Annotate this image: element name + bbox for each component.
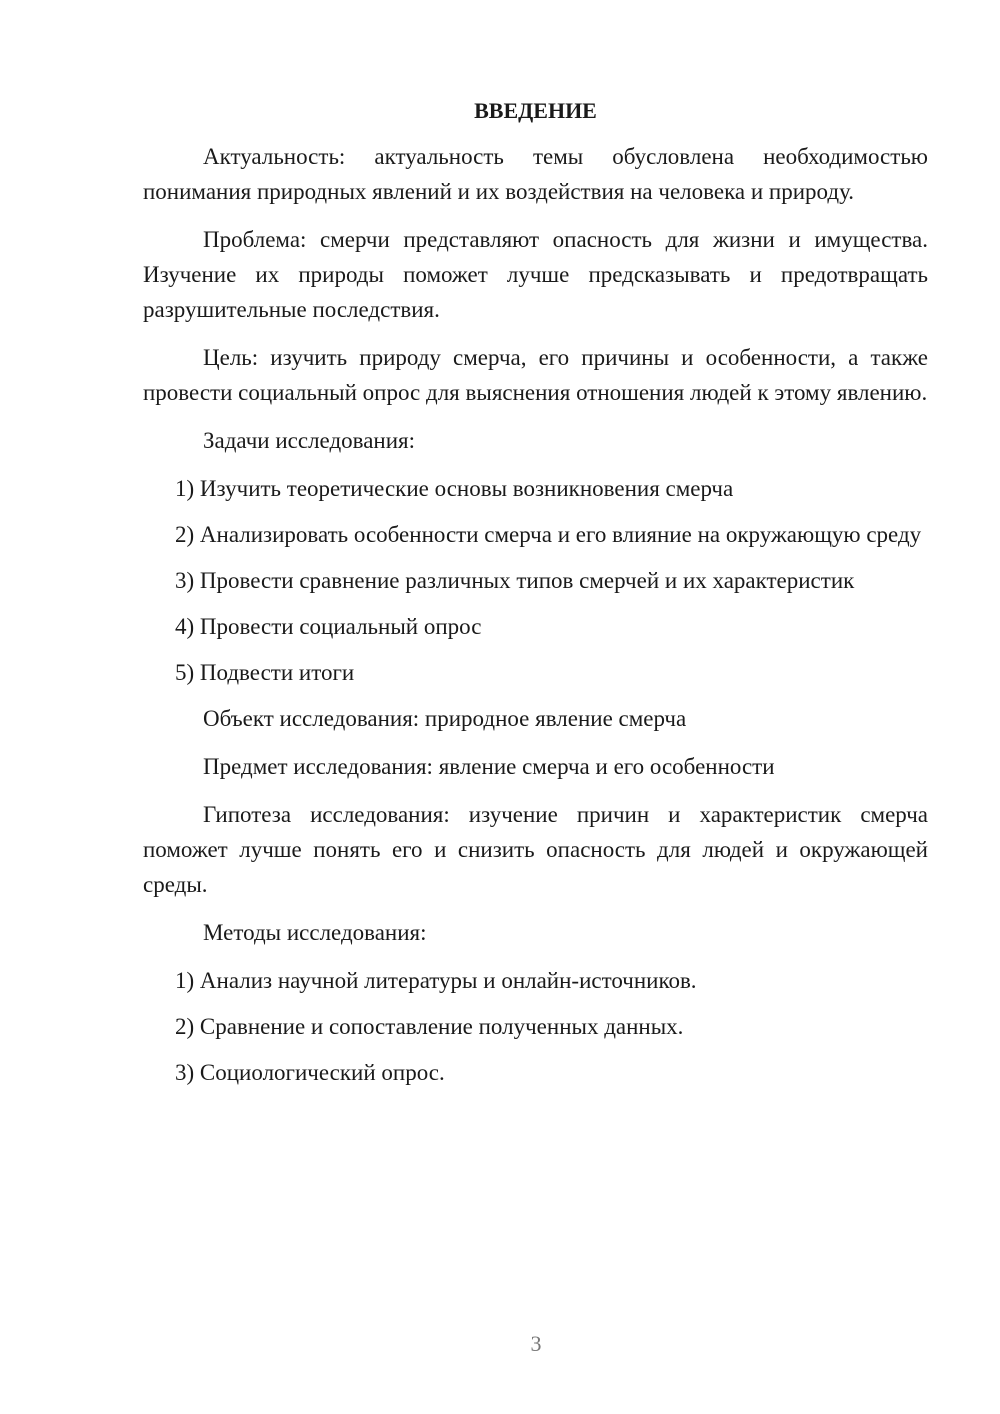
object-paragraph: Объект исследования: природное явление смерча: [203, 706, 687, 731]
task-item: 4) Провести социальный опрос: [175, 614, 482, 639]
page-content: [143, 93, 928, 1101]
page-number: 3: [530, 1331, 542, 1356]
task-item: 3) Провести сравнение различных типов смерчей и их характеристик: [175, 568, 855, 593]
goal-paragraph: Цель: изучить природу смерча, его причины и особенности, а также провести социальный опрос для выяснения отношения людей к этому явлению.: [143, 345, 928, 405]
method-item: 3) Социологический опрос.: [175, 1060, 445, 1085]
subject-paragraph: Предмет исследования: явление смерча и его особенности: [203, 754, 775, 779]
section-title: ВВЕДЕНИЕ: [474, 98, 597, 123]
method-item: 2) Сравнение и сопоставление полученных данных.: [175, 1014, 684, 1039]
tasks-heading: Задачи исследования:: [203, 428, 416, 453]
method-item: 1) Анализ научной литературы и онлайн-источников.: [175, 968, 697, 993]
task-item: 2) Анализировать особенности смерча и его влияние на окружающую среду: [175, 522, 922, 547]
task-item: 1) Изучить теоретические основы возникновения смерча: [175, 476, 734, 501]
hypothesis-paragraph: Гипотеза исследования: изучение причин и характеристик смерча поможет лучше понять его и снизить опасность для людей и окружающей среды.: [143, 802, 928, 897]
task-item: 5) Подвести итоги: [175, 660, 355, 685]
relevance-paragraph: Актуальность: актуальность темы обусловлена необходимостью понимания природных явлений и их воздействия на человека и природу.: [143, 144, 928, 204]
problem-paragraph: Проблема: смерчи представляют опасность для жизни и имущества. Изучение их природы поможет лучше предсказывать и предотвращать разрушительные последствия.: [143, 227, 928, 322]
methods-heading: Методы исследования:: [203, 920, 427, 945]
